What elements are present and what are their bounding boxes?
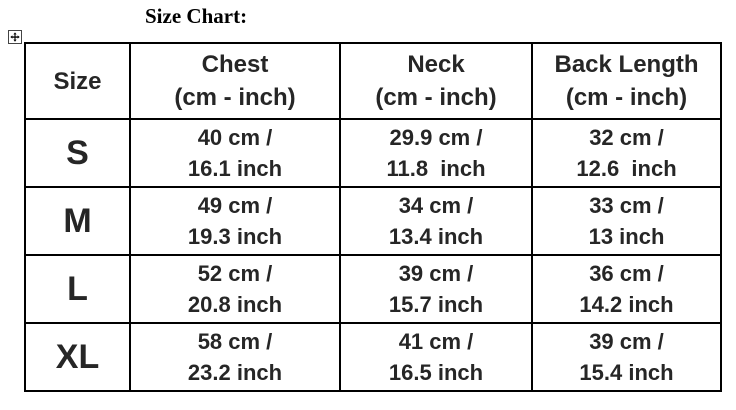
measurement-inch: 12.6 inch	[576, 156, 677, 181]
size-cell: M	[25, 187, 130, 255]
header-label: Neck	[407, 51, 465, 78]
column-header-size	[25, 43, 130, 119]
chest-cell	[130, 323, 340, 391]
back-length-cell	[532, 255, 721, 323]
header-label: Size	[53, 67, 102, 95]
chest-cell	[130, 187, 340, 255]
neck-cell	[340, 255, 532, 323]
measurement-inch: 13 inch	[588, 224, 665, 249]
measurement-inch: 20.8 inch	[187, 292, 283, 317]
header-unit-label: (cm - inch)	[174, 84, 296, 111]
table-move-handle[interactable]	[8, 30, 22, 44]
measurement-cm: 40 cm /	[197, 125, 273, 150]
size-cell: L	[25, 255, 130, 323]
measurement-inch: 15.4 inch	[579, 360, 674, 385]
measurement-cm: 29.9 cm /	[389, 125, 483, 150]
measurement-inch: 23.2 inch	[187, 360, 283, 385]
measurement-cm: 32 cm /	[589, 125, 664, 150]
size-cell: XL	[25, 323, 130, 391]
header-row	[25, 43, 721, 119]
header-label: Back Length	[554, 51, 699, 78]
table-row-m	[25, 187, 721, 255]
measurement-inch: 13.4 inch	[388, 224, 484, 249]
measurement-inch: 11.8 inch	[386, 156, 486, 181]
measurement-cm: 33 cm /	[589, 193, 664, 218]
measurement-inch: 16.5 inch	[388, 360, 484, 385]
neck-cell	[340, 187, 532, 255]
measurement-cm: 58 cm /	[197, 329, 273, 354]
page-title: Size Chart:	[145, 4, 248, 28]
column-header-chest	[130, 43, 340, 119]
column-header-back-length	[532, 43, 721, 119]
measurement-inch: 14.2 inch	[579, 292, 674, 317]
header-unit-label: (cm - inch)	[375, 84, 497, 111]
move-icon	[10, 32, 20, 42]
chest-cell	[130, 119, 340, 187]
table-row-s	[25, 119, 721, 187]
measurement-inch: 19.3 inch	[187, 224, 283, 249]
measurement-cm: 41 cm /	[398, 329, 474, 354]
measurement-inch: 16.1 inch	[187, 156, 283, 181]
back-length-cell	[532, 323, 721, 391]
measurement-cm: 34 cm /	[398, 193, 474, 218]
size-cell: S	[25, 119, 130, 187]
back-length-cell	[532, 119, 721, 187]
measurement-cm: 36 cm /	[589, 261, 664, 286]
measurement-inch: 15.7 inch	[388, 292, 484, 317]
measurement-cm: 49 cm /	[197, 193, 273, 218]
column-header-neck	[340, 43, 532, 119]
neck-cell	[340, 119, 532, 187]
measurement-cm: 39 cm /	[589, 329, 664, 354]
neck-cell	[340, 323, 532, 391]
back-length-cell	[532, 187, 721, 255]
size-chart-table	[24, 42, 722, 392]
table-row-l	[25, 255, 721, 323]
header-unit-label: (cm - inch)	[565, 84, 688, 111]
measurement-cm: 39 cm /	[398, 261, 474, 286]
table-row-xl	[25, 323, 721, 391]
header-label: Chest	[201, 51, 269, 78]
chest-cell	[130, 255, 340, 323]
measurement-cm: 52 cm /	[197, 261, 273, 286]
